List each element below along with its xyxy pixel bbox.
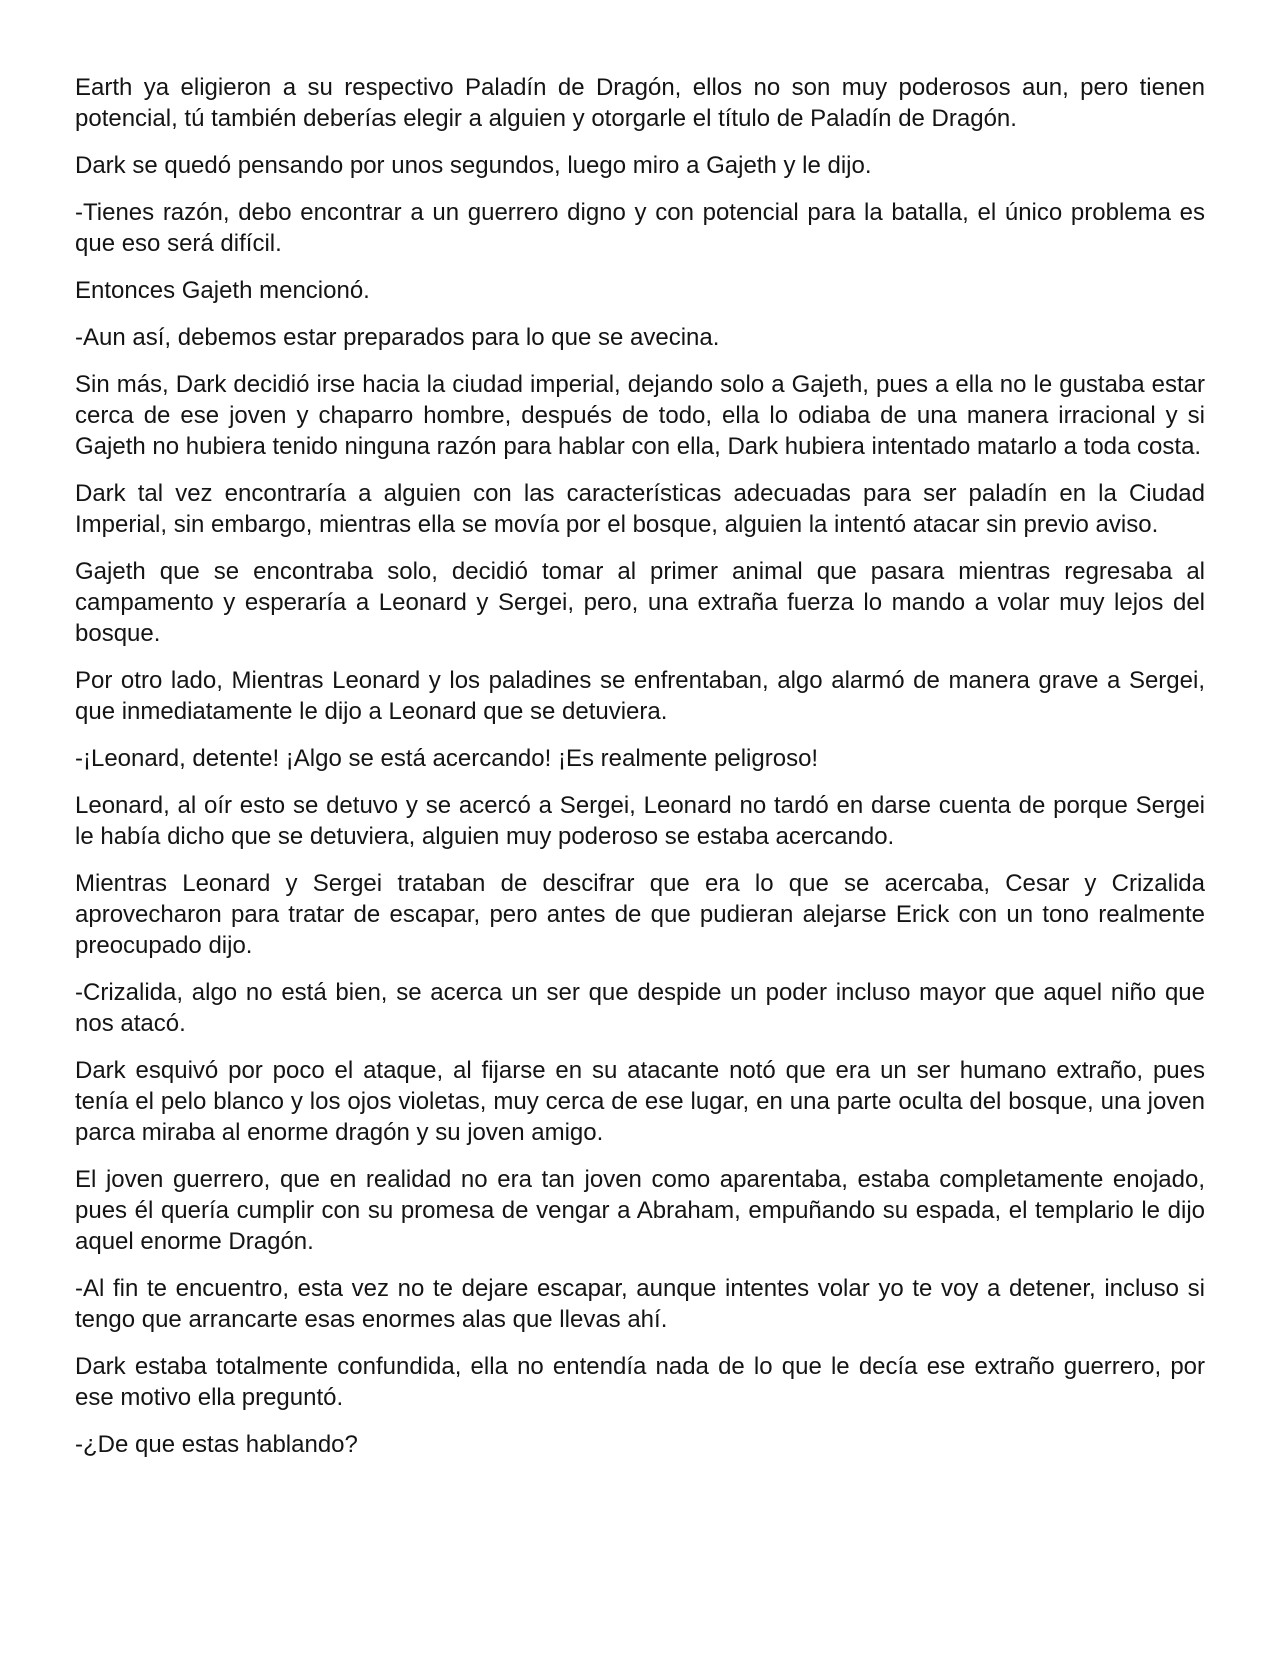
paragraph-12: Mientras Leonard y Sergei trataban de descifrar que era lo que se acercaba, Cesar y Crizalida aprovecharon para tratar de escapar, pero antes de que pudieran alejarse Erick con un tono realmente preocupado dijo. xyxy=(75,870,1205,959)
paragraph-10: -¡Leonard, detente! ¡Algo se está acercando! ¡Es realmente peligroso! xyxy=(75,745,819,772)
paragraph-16: -Al fin te encuentro, esta vez no te dejare escapar, aunque intentes volar yo te voy a detener, incluso si tengo que arrancarte esas enormes alas que llevas ahí. xyxy=(75,1275,1205,1333)
paragraph-2: Dark se quedó pensando por unos segundos, luego miro a Gajeth y le dijo. xyxy=(75,152,872,179)
paragraph-5: -Aun así, debemos estar preparados para lo que se avecina. xyxy=(75,324,720,351)
paragraph-9: Por otro lado, Mientras Leonard y los paladines se enfrentaban, algo alarmó de manera grave a Sergei, que inmediatamente le dijo a Leonard que se detuviera. xyxy=(75,667,1205,725)
paragraph-11: Leonard, al oír esto se detuvo y se acercó a Sergei, Leonard no tardó en darse cuenta de porque Sergei le había dicho que se detuviera, alguien muy poderoso se estaba acercando. xyxy=(75,792,1205,850)
paragraph-4: Entonces Gajeth mencionó. xyxy=(75,277,370,304)
paragraph-17: Dark estaba totalmente confundida, ella no entendía nada de lo que le decía ese extraño guerrero, por ese motivo ella preguntó. xyxy=(75,1353,1205,1411)
paragraph-18: -¿De que estas hablando? xyxy=(75,1431,358,1458)
paragraph-7: Dark tal vez encontraría a alguien con las características adecuadas para ser paladín en la Ciudad Imperial, sin embargo, mientras ella se movía por el bosque, alguien la intentó atacar sin previo aviso. xyxy=(75,480,1205,538)
paragraph-1: Earth ya eligieron a su respectivo Paladín de Dragón, ellos no son muy poderosos aun, pero tienen potencial, tú también deberías elegir a alguien y otorgarle el título de Paladín de Dragón. xyxy=(75,74,1205,132)
paragraph-14: Dark esquivó por poco el ataque, al fijarse en su atacante notó que era un ser humano extraño, pues tenía el pelo blanco y los ojos violetas, muy cerca de ese lugar, en una parte oculta del bosque, una joven parca miraba al enorme dragón y su joven amigo. xyxy=(75,1057,1205,1146)
paragraph-6: Sin más, Dark decidió irse hacia la ciudad imperial, dejando solo a Gajeth, pues a ella no le gustaba estar cerca de ese joven y chaparro hombre, después de todo, ella lo odiaba de una manera irracional y si Gajeth no hubiera tenido ninguna razón para hablar con ella, Dark hubiera intentado matarlo a toda costa. xyxy=(75,371,1205,460)
paragraph-13: -Crizalida, algo no está bien, se acerca un ser que despide un poder incluso mayor que aquel niño que nos atacó. xyxy=(75,979,1205,1037)
document-page xyxy=(75,72,1205,1476)
paragraph-8: Gajeth que se encontraba solo, decidió tomar al primer animal que pasara mientras regresaba al campamento y esperaría a Leonard y Sergei, pero, una extraña fuerza lo mando a volar muy lejos del bosque. xyxy=(75,558,1205,647)
paragraph-3: -Tienes razón, debo encontrar a un guerrero digno y con potencial para la batalla, el único problema es que eso será difícil. xyxy=(75,199,1205,257)
paragraph-15: El joven guerrero, que en realidad no era tan joven como aparentaba, estaba completamente enojado, pues él quería cumplir con su promesa de vengar a Abraham, empuñando su espada, el templario le dijo aquel enorme Dragón. xyxy=(75,1166,1205,1255)
